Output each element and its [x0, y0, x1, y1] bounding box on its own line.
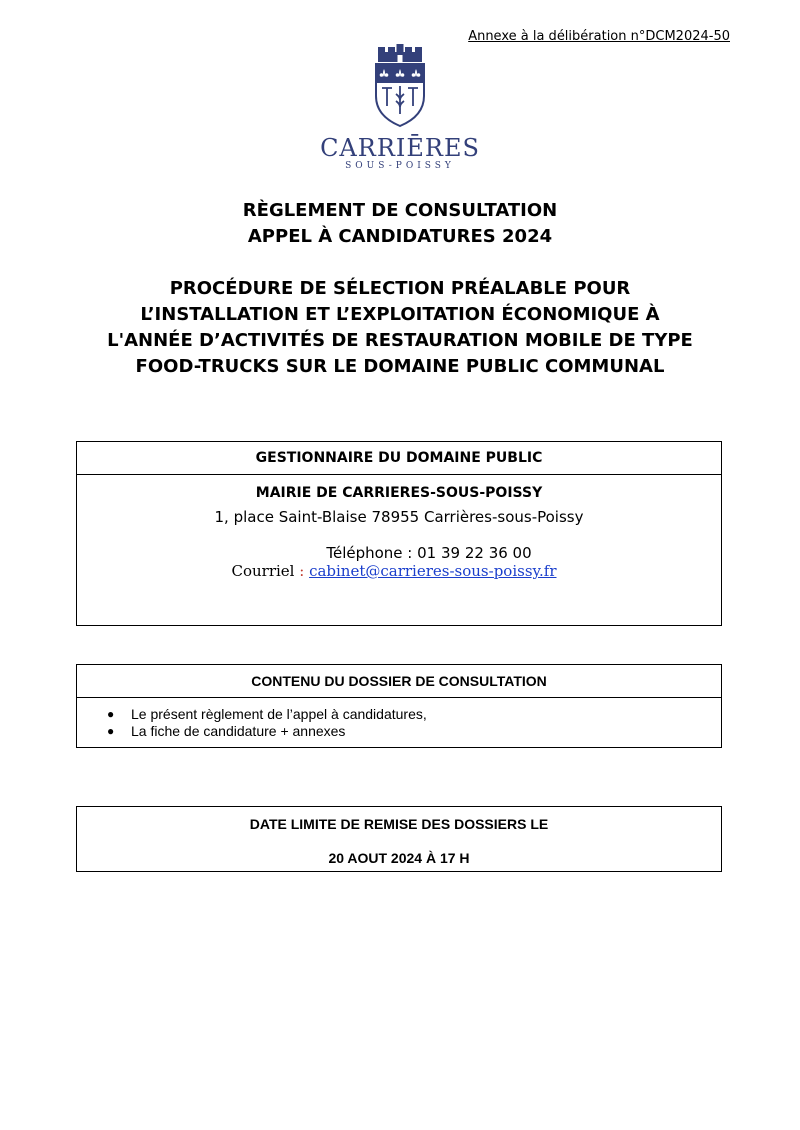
list-item: [77, 706, 721, 723]
subtitle-line-2: L’INSTALLATION ET L’EXPLOITATION ÉCONOMIQUE À: [140, 304, 660, 325]
document-title: [0, 198, 800, 250]
city-coat-of-arms-icon: [372, 44, 428, 128]
document-subtitle: [0, 276, 800, 380]
deadline-label: DATE LIMITE DE REMISE DES DOSSIERS LE: [249, 816, 549, 832]
email-separator: :: [294, 562, 310, 580]
subtitle-line-3: L'ANNÉE D’ACTIVITÉS DE RESTAURATION MOBILE DE TYPE: [107, 330, 693, 351]
mairie-address: 1, place Saint-Blaise 78955 Carrières-sous-Poissy: [214, 508, 584, 526]
subtitle-line-4: FOOD-TRUCKS SUR LE DOMAINE PUBLIC COMMUNAL: [135, 356, 665, 377]
logo-subtitle: SOUS-POISSY: [345, 161, 455, 171]
city-logo: [0, 44, 800, 172]
mairie-name: MAIRIE DE CARRIERES-SOUS-POISSY: [255, 485, 543, 501]
bullet-icon: ●: [107, 724, 115, 738]
deadline-value: 20 AOUT 2024 À 17 H: [328, 850, 470, 866]
gestionnaire-header: GESTIONNAIRE DU DOMAINE PUBLIC: [77, 442, 721, 475]
deadline-box: [76, 806, 722, 872]
contenu-box: [76, 664, 722, 748]
bullet-icon: ●: [107, 707, 115, 721]
contenu-header: CONTENU DU DOSSIER DE CONSULTATION: [77, 665, 721, 698]
list-item: [77, 723, 721, 740]
email-label: Courriel: [231, 562, 295, 580]
annex-reference: Annexe à la délibération n°DCM2024-50: [468, 29, 730, 44]
list-item-text: La fiche de candidature + annexes: [131, 723, 346, 739]
list-item-text: Le présent règlement de l’appel à candidatures,: [131, 706, 427, 722]
mairie-phone: Téléphone : 01 39 22 36 00: [326, 544, 532, 562]
title-line-2: APPEL À CANDIDATURES 2024: [247, 226, 553, 247]
title-line-1: RÈGLEMENT DE CONSULTATION: [242, 200, 558, 221]
contenu-list: [77, 706, 721, 740]
logo-name: CARRIĒRES: [320, 134, 480, 162]
gestionnaire-box: [76, 441, 722, 626]
email-link[interactable]: cabinet@carrieres-sous-poissy.fr: [309, 562, 557, 580]
mairie-email-line: [77, 559, 721, 583]
subtitle-line-1: PROCÉDURE DE SÉLECTION PRÉALABLE POUR: [169, 278, 631, 299]
